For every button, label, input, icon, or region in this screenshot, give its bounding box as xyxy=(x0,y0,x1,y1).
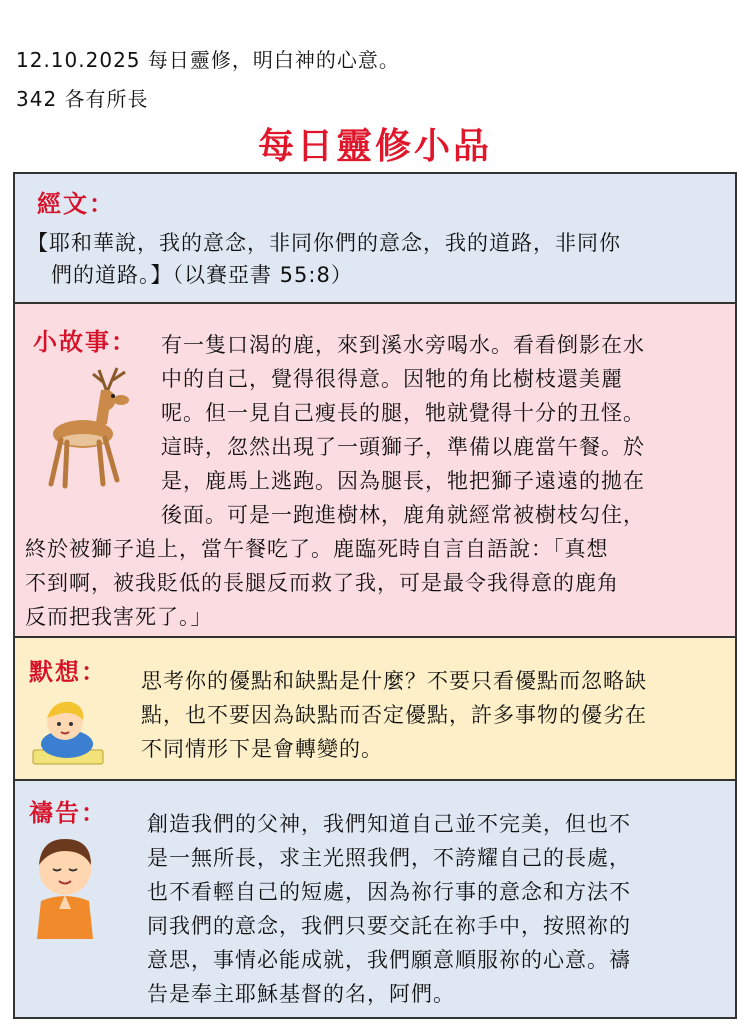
page-title: 每日靈修小品 xyxy=(257,126,492,167)
story-line-1: 有一隻口渴的鹿，來到溪水旁喝水。看看倒影在水 xyxy=(161,333,645,357)
prayer-line-3: 也不看輕自己的短處，因為祢行事的意念和方法不 xyxy=(147,880,631,904)
story-label: 小故事： xyxy=(33,328,137,356)
meditation-line-2: 點，也不要因為缺點而否定優點，許多事物的優劣在 xyxy=(141,703,647,727)
deer-icon xyxy=(37,362,137,492)
praying-boy-icon xyxy=(23,831,107,941)
story-line-8: 不到啊，被我貶低的長腿反而救了我，可是最令我得意的鹿角 xyxy=(25,571,619,595)
meditation-label: 默想： xyxy=(29,658,107,686)
scripture-label: 經文： xyxy=(37,190,115,218)
story-line-6: 後面。可是一跑進樹林，鹿角就經常被樹枝勾住， xyxy=(161,503,645,527)
prayer-line-2: 是一無所長，求主光照我們，不誇耀自己的長處， xyxy=(147,846,631,870)
scripture-section xyxy=(13,172,737,304)
prayer-section xyxy=(13,779,737,1019)
story-line-5: 是，鹿馬上逃跑。因為腿長，牠把獅子遠遠的拋在 xyxy=(161,469,645,493)
scripture-line-2: 們的道路。】（以賽亞書 55:8） xyxy=(51,263,353,287)
prayer-line-4: 同我們的意念，我們只要交託在祢手中，按照祢的 xyxy=(147,914,631,938)
meditation-section xyxy=(13,636,737,781)
meditation-line-1: 思考你的優點和缺點是什麼？不要只看優點而忽略缺 xyxy=(141,669,647,693)
story-line-2: 中的自己，覺得很得意。因牠的角比樹枝還美麗 xyxy=(161,367,623,391)
prayer-line-1: 創造我們的父神，我們知道自己並不完美，但也不 xyxy=(147,812,631,836)
series-line: 342 各有所長 xyxy=(16,87,149,111)
reading-boy-icon xyxy=(25,692,109,772)
date-line: 12.10.2025 每日靈修，明白神的心意。 xyxy=(16,48,400,72)
scripture-line-1: 【耶和華說，我的意念，非同你們的意念，我的道路，非同你 xyxy=(27,231,621,255)
meditation-line-3: 不同情形下是會轉變的。 xyxy=(141,737,383,761)
story-section xyxy=(13,302,737,638)
story-line-7: 終於被獅子追上，當午餐吃了。鹿臨死時自言自語說：「真想 xyxy=(25,537,609,561)
prayer-line-6: 告是奉主耶穌基督的名，阿們。 xyxy=(147,982,455,1006)
story-line-3: 呢。但一見自己瘦長的腿，牠就覺得十分的丑怪。 xyxy=(161,401,645,425)
story-line-9: 反而把我害死了。」 xyxy=(25,605,213,629)
prayer-line-5: 意思，事情必能成就，我們願意順服祢的心意。禱 xyxy=(147,948,631,972)
prayer-label: 禱告： xyxy=(29,799,107,827)
story-line-4: 這時，忽然出現了一頭獅子，準備以鹿當午餐。於 xyxy=(161,435,645,459)
